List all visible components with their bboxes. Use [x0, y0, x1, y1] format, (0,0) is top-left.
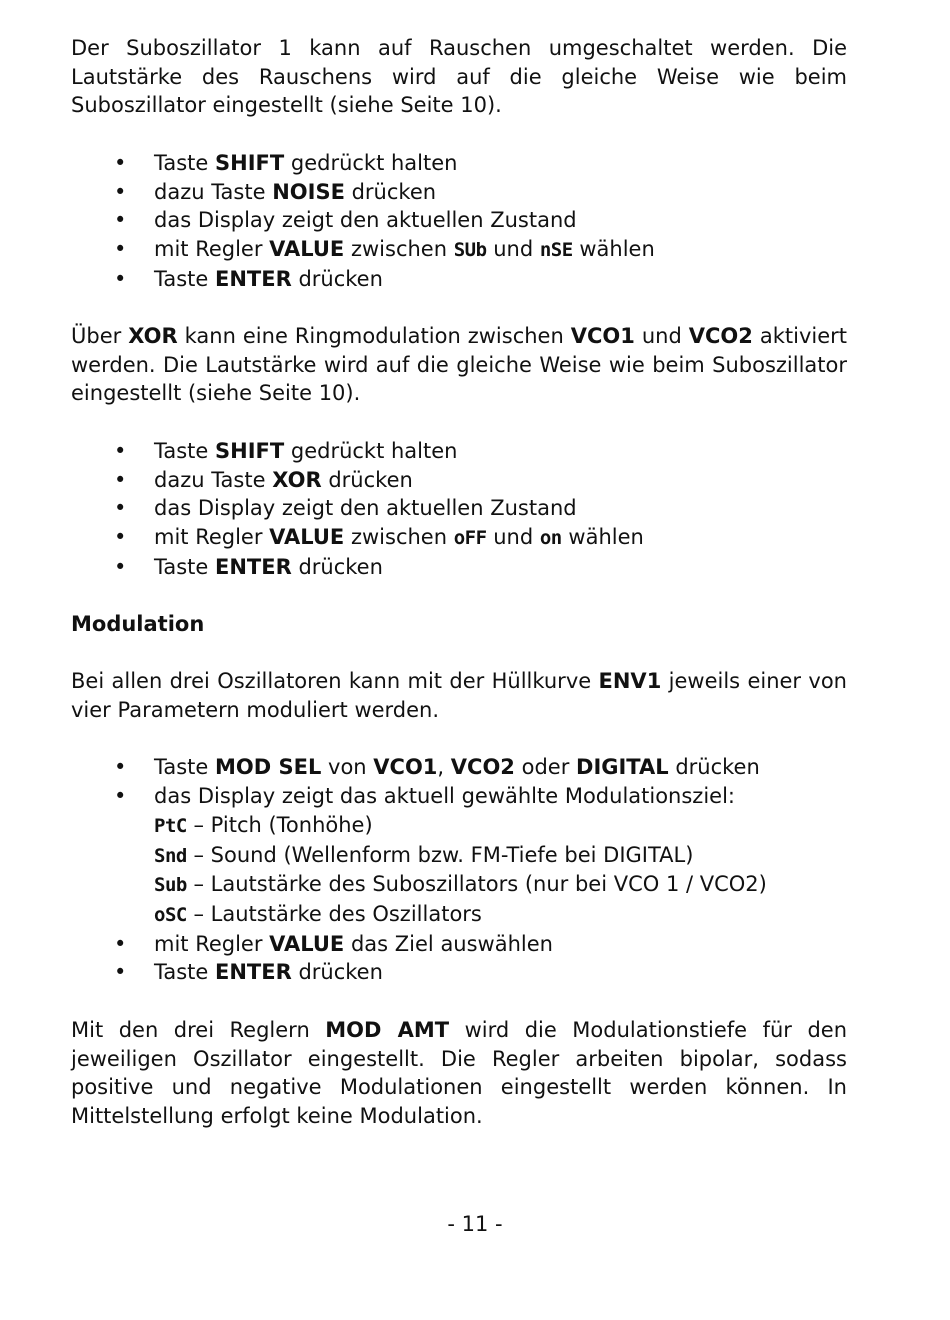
bullet: •	[114, 931, 127, 956]
paragraph-noise-intro: Der Suboszillator 1 kann auf Rauschen umgeschaltet werden. Die Lautstärke des Rauschens wird auf die gleiche Weise wie beim Suboszillator eingestellt (siehe Seite 10).	[71, 36, 847, 118]
list-item: • dazu Taste NOISE drücken	[71, 178, 847, 207]
bullet: •	[114, 208, 127, 233]
list-item: • Taste MOD SEL von VCO1, VCO2 oder DIGITAL drücken	[71, 753, 847, 782]
bullet: •	[114, 524, 127, 549]
list-item: • mit Regler VALUE zwischen SUb und nSE wählen	[71, 235, 847, 265]
list-item: • Taste ENTER drücken	[71, 265, 847, 294]
bullet: •	[114, 960, 127, 985]
display-code: on	[539, 526, 562, 549]
bullet: •	[114, 784, 127, 809]
bullet: •	[114, 467, 127, 492]
section-heading-modulation: Modulation	[71, 612, 205, 636]
list-item: • das Display zeigt das aktuell gewählte Modulationsziel:	[71, 782, 847, 811]
list-item: • das Display zeigt den aktuellen Zustand	[71, 206, 847, 235]
display-code: nSE	[539, 238, 573, 261]
modulation-target-item: oSC – Lautstärke des Oszillators	[154, 902, 482, 926]
list-item: • dazu Taste XOR drücken	[71, 466, 847, 495]
xor-steps-list	[71, 437, 847, 582]
bullet: •	[114, 496, 127, 521]
display-code: PtC	[154, 814, 187, 837]
modulation-target-item: Sub – Lautstärke des Suboszillators (nur bei VCO 1 / VCO2)	[154, 872, 767, 897]
bullet: •	[114, 236, 127, 261]
display-code: oSC	[154, 904, 187, 926]
bullet: •	[114, 179, 127, 204]
display-code: oFF	[453, 526, 487, 549]
bullet: •	[114, 266, 127, 291]
bullet: •	[114, 150, 127, 175]
paragraph-mod-amt: Mit den drei Reglern MOD AMT wird die Modulationstiefe für den jeweiligen Oszillator eingestellt. Die Regler arbeiten bipolar, sodass positive und negative Modulationen eingestellt werden können. In Mittelstellung erfolgt keine Modulation.	[71, 1017, 848, 1128]
list-item: • Taste SHIFT gedrückt halten	[71, 149, 847, 178]
paragraph-modulation-intro: Bei allen drei Oszillatoren kann mit der Hüllkurve ENV1 jeweils einer von vier Parametern moduliert werden.	[71, 669, 847, 723]
modulation-target-item: PtC – Pitch (Tonhöhe)	[154, 812, 373, 837]
display-code: Sub	[154, 874, 187, 897]
list-item: • Taste SHIFT gedrückt halten	[71, 437, 847, 466]
display-code: Snd	[154, 844, 187, 867]
display-code: SUb	[453, 238, 487, 261]
page-number: - 11 -	[447, 1212, 503, 1236]
paragraph-xor: Über XOR kann eine Ringmodulation zwischen VCO1 und VCO2 aktiviert werden. Die Lautstärke wird auf die gleiche Weise wie beim Suboszillator eingestellt (siehe Seite 10).	[71, 324, 847, 406]
modulation-target-item: Snd – Sound (Wellenform bzw. FM-Tiefe bei DIGITAL)	[154, 842, 694, 867]
list-item: • mit Regler VALUE zwischen oFF und on wählen	[71, 523, 847, 553]
modulation-steps-list	[71, 753, 847, 987]
noise-steps-list	[71, 149, 847, 294]
bullet: •	[114, 755, 127, 780]
list-item: • Taste ENTER drücken	[71, 553, 847, 582]
list-item: • das Display zeigt den aktuellen Zustand	[71, 494, 847, 523]
list-item: • mit Regler VALUE das Ziel auswählen	[71, 930, 847, 959]
bullet: •	[114, 438, 127, 463]
page-content	[71, 34, 847, 1131]
bullet: •	[114, 554, 127, 579]
list-item: • Taste ENTER drücken	[71, 958, 847, 987]
